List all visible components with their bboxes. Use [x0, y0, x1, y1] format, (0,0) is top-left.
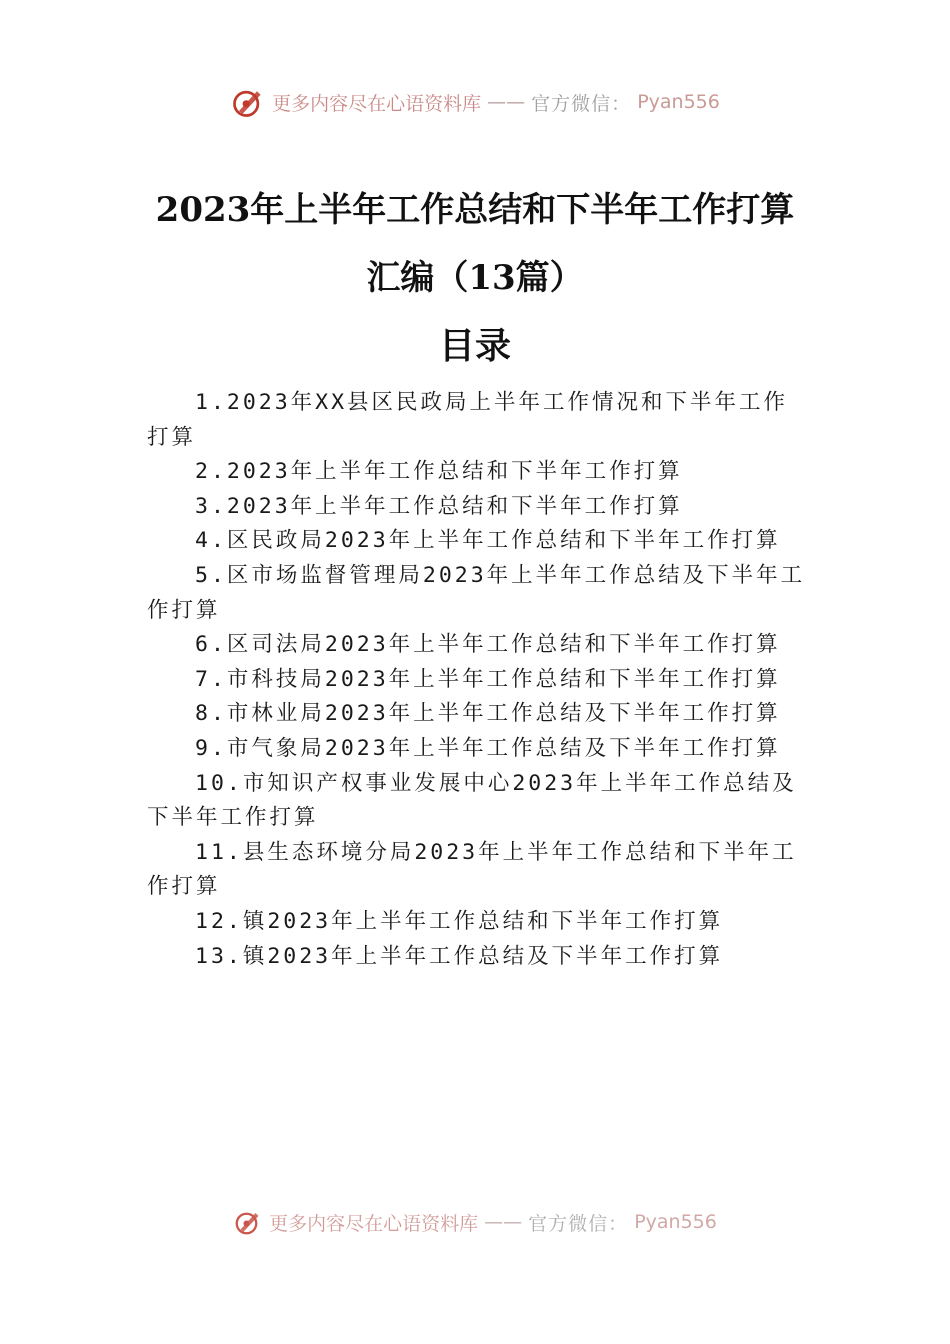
toc-item: 10.市知识产权事业发展中心2023年上半年工作总结及下半年工作打算 [147, 770, 797, 831]
watermark-wechat-label: 官方微信： [531, 92, 632, 115]
watermark-text: 更多内容尽在心语资料库 [269, 1212, 479, 1235]
watermark-wechat-id: Pyan556 [637, 91, 720, 113]
table-of-contents [147, 386, 807, 974]
toc-heading: 目录 [438, 325, 511, 367]
pen-logo-icon [233, 1207, 263, 1237]
toc-item: 13.镇2023年上半年工作总结及下半年工作打算 [195, 943, 724, 969]
toc-item: 9.市气象局2023年上半年工作总结及下半年工作打算 [195, 735, 781, 761]
toc-item: 3.2023年上半年工作总结和下半年工作打算 [195, 493, 683, 519]
toc-item: 2.2023年上半年工作总结和下半年工作打算 [195, 459, 683, 485]
toc-item: 12.镇2023年上半年工作总结和下半年工作打算 [195, 908, 724, 934]
watermark-wechat-id: Pyan556 [634, 1211, 717, 1233]
toc-item: 1.2023年XX县区民政局上半年工作情况和下半年工作打算 [147, 390, 789, 450]
toc-item: 6.区司法局2023年上半年工作总结和下半年工作打算 [195, 632, 781, 658]
watermark-text: 更多内容尽在心语资料库 [272, 92, 482, 115]
toc-item: 11.县生态环境分局2023年上半年工作总结和下半年工作打算 [147, 839, 797, 900]
watermark-separator: —— [484, 1211, 523, 1233]
footer-watermark [0, 1206, 950, 1238]
pen-logo-icon [230, 84, 266, 120]
toc-item: 8.市林业局2023年上半年工作总结及下半年工作打算 [195, 701, 781, 727]
header-watermark [0, 84, 950, 120]
document-title: 2023年上半年工作总结和下半年工作打算 [155, 190, 795, 230]
document-subtitle: 汇编（13篇） [366, 258, 584, 298]
toc-item: 4.区民政局2023年上半年工作总结和下半年工作打算 [195, 528, 781, 554]
toc-item: 5.区市场监督管理局2023年上半年工作总结及下半年工作打算 [147, 562, 806, 623]
watermark-wechat-label: 官方微信： [528, 1212, 629, 1235]
watermark-separator: —— [487, 91, 526, 113]
toc-item: 7.市科技局2023年上半年工作总结和下半年工作打算 [195, 666, 781, 692]
